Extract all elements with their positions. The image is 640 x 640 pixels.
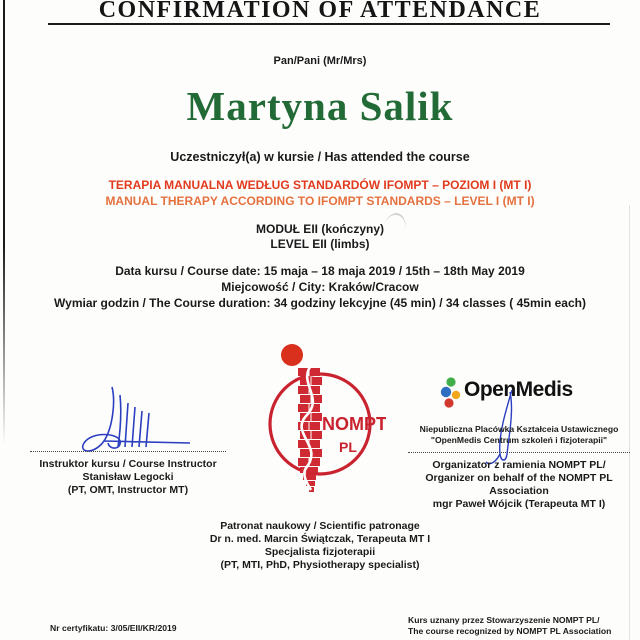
openmedis-org-line1: Niepubliczna Placówka Kształceia Ustawicznego: [419, 424, 619, 434]
nompt-logo-text: NOMPT: [322, 414, 386, 434]
instructor-block: [18, 458, 238, 497]
course-city-line: Miejcowość / City: Kraków/Cracow: [221, 280, 419, 294]
instructor-credentials: (PT, OMT, Instructor MT): [67, 484, 189, 496]
organizer-block: [400, 459, 638, 511]
organizer-line3: Association: [489, 485, 549, 497]
attended-course-label: Uczestniczył(a) w kursie / Has attended the course: [170, 150, 470, 164]
patronage-name: Dr n. med. Marcin Świątczak, Terapeuta MT I: [209, 533, 431, 545]
instructor-signature-line: [30, 451, 226, 452]
course-date-line: Data kursu / Course date: 15 maja – 18 maja 2019 / 15th – 18th May 2019: [115, 264, 525, 278]
instructor-role: Instruktor kursu / Course Instructor: [39, 458, 217, 470]
attendee-name: Martyna Salik: [186, 83, 454, 129]
recognition-block: [408, 615, 638, 636]
patronage-title: Patronat naukowy / Scientific patronage: [220, 520, 420, 532]
course-duration-line: Wymiar godzin / The Course duration: 34 godziny lekcyjne (45 min) / 34 classes ( 45min each): [54, 296, 586, 310]
nompt-logo-subtext: PL: [339, 439, 357, 455]
patronage-block: [160, 520, 480, 572]
openmedis-org-line2: "OpenMedis Centrum szkoleń i fizjoterapii": [430, 435, 608, 445]
course-title-en: MANUAL THERAPY ACCORDING TO IFOMPT STANDARDS – LEVEL I (MT I): [105, 194, 535, 208]
organizer-name: mgr Paweł Wójcik (Terapeuta MT I): [432, 498, 606, 510]
organizer-line1: Organizator z ramienia NOMPT PL/: [432, 459, 606, 471]
organizer-signature-line: [408, 452, 630, 453]
nompt-pl-logo: [256, 340, 386, 498]
nompt-logo-icon: [256, 340, 386, 498]
title-divider: [48, 23, 610, 25]
openmedis-brand-text: OpenMedis: [464, 378, 573, 401]
instructor-signature: [40, 385, 210, 457]
document-title: CONFIRMATION OF ATTENDANCE: [98, 0, 542, 23]
organizer-line2: Organizer on behalf of the NOMPT PL: [425, 472, 613, 484]
course-module-pl: MODUŁ EII (kończyny): [255, 222, 384, 236]
patronage-role: Specjalista fizjoterapii: [264, 546, 376, 558]
salutation-label: Pan/Pani (Mr/Mrs): [273, 55, 367, 67]
course-module-en: LEVEL EII (limbs): [270, 237, 370, 251]
recognition-line1: Kurs uznany przez Stowarzyszenie NOMPT PL/: [408, 615, 600, 625]
certificate-number: Nr certyfikatu: 3/05/EII/KR/2019: [50, 623, 177, 633]
openmedis-dots-icon: [438, 376, 464, 410]
course-title-pl: TERAPIA MANUALNA WEDŁUG STANDARDÓW IFOMPT – POZIOM I (MT I): [108, 178, 532, 192]
openmedis-org-block: [400, 424, 638, 446]
recognition-line2: The course recognized by NOMPT PL Association: [408, 625, 612, 636]
instructor-name: Stanisław Legocki: [82, 471, 174, 483]
patronage-credentials: (PT, MTI, PhD, Physiotherapy specialist): [220, 559, 420, 571]
